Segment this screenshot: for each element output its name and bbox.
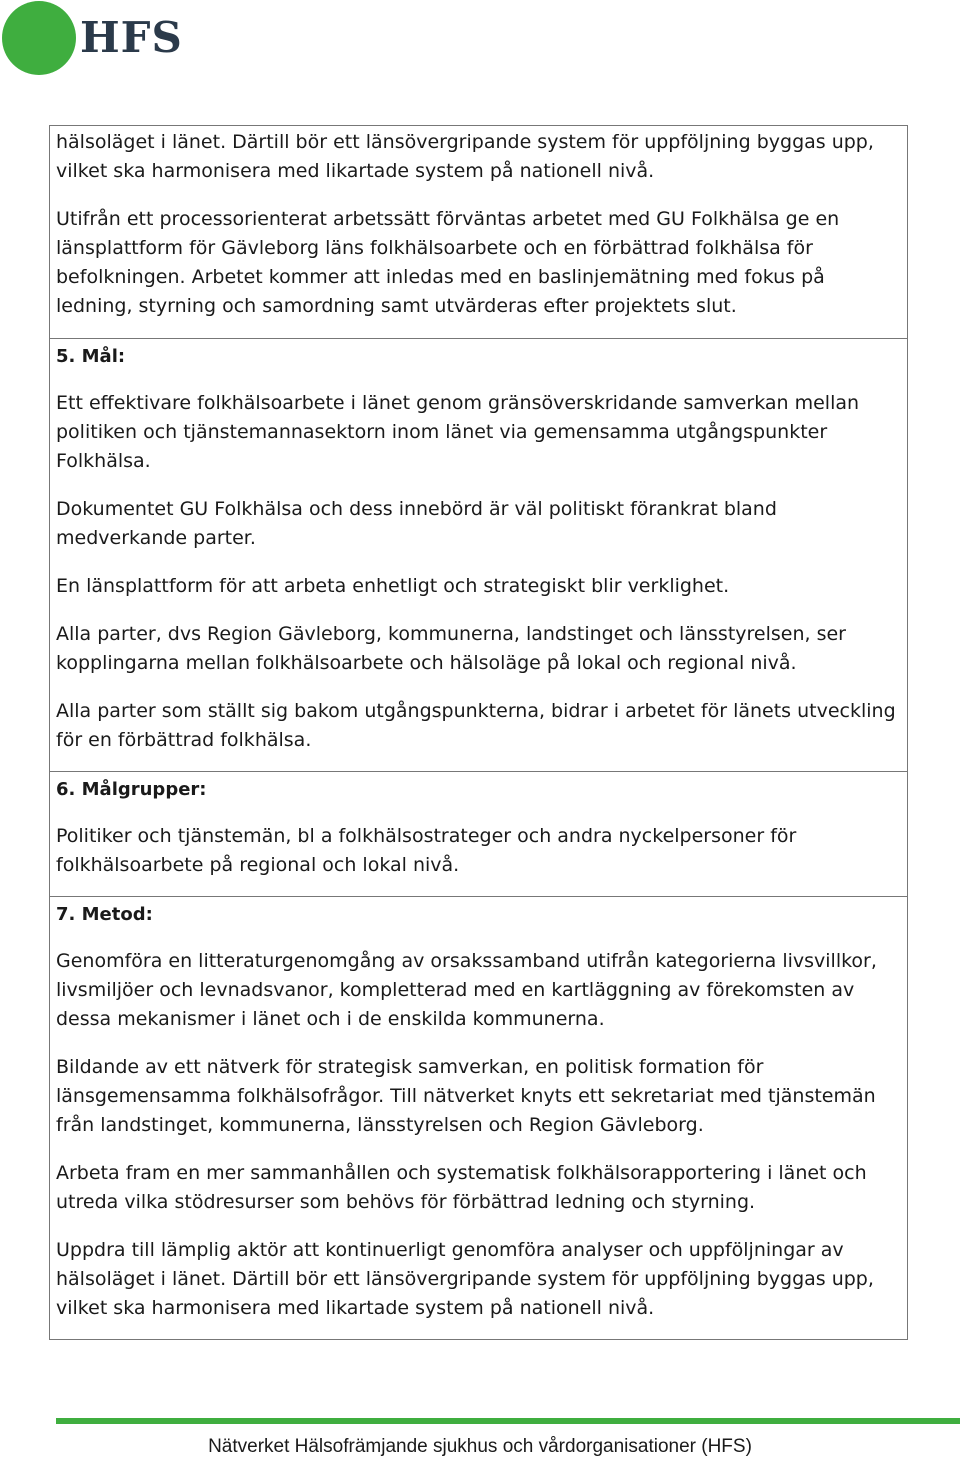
logo-circle-icon [2,1,76,75]
metod-cell [50,897,908,1340]
malgrupper-heading: 6. Målgrupper: [56,779,207,800]
mal-cell [50,339,908,772]
metod-heading: 7. Metod: [56,904,153,925]
malgrupper-cell [50,772,908,897]
footer-text [0,1436,960,1458]
mal-paragraph-1: Ett effektivare folkhälsoarbete i länet genom gränsöverskridande samverkan mellan politiken och tjänstemannasektorn inom länet via gemensamma utgångspunkter Folkhälsa. [56,392,860,472]
mal-paragraph-2: Dokumentet GU Folkhälsa och dess innebörd är väl politiskt förankrat bland medverkande parter. [56,498,777,549]
metod-paragraph-2: Bildande av ett nätverk för strategisk samverkan, en politisk formation för länsgemensamma folkhälsofrågor. Till nätverket knyts ett sekretariat med tjänstemän från landstinget, kommunerna, länsstyrelsen och Region Gävleborg. [56,1056,876,1136]
footer-divider [56,1418,960,1424]
mal-heading: 5. Mål: [56,346,126,367]
metod-paragraph-3: Arbeta fram en mer sammanhållen och systematisk folkhälsorapportering i länet och utreda vilka stödresurser som behövs för förbättrad ledning och styrning. [56,1162,867,1213]
logo-text: HFS [80,13,183,62]
intro-cell [50,126,908,339]
intro-paragraph-1: hälsoläget i länet. Därtill bör ett länsövergripande system för uppföljning byggas upp, vilket ska harmonisera med likartade system på nationell nivå. [56,130,874,182]
mal-paragraph-4: Alla parter, dvs Region Gävleborg, kommunerna, landstinget och länsstyrelsen, ser kopplingarna mellan folkhälsoarbete och hälsoläge på lokal och regional nivå. [56,623,846,674]
content-table [49,125,908,1340]
hfs-logo [2,0,183,76]
footer-label: Nätverket Hälsofrämjande sjukhus och vårdorganisationer (HFS) [208,1436,752,1457]
mal-paragraph-5: Alla parter som ställt sig bakom utgångspunkterna, bidrar i arbetet för länets utveckling för en förbättrad folkhälsa. [56,700,896,751]
mal-paragraph-3: En länsplattform för att arbeta enhetligt och strategiskt blir verklighet. [56,575,730,597]
malgrupper-paragraph-1: Politiker och tjänstemän, bl a folkhälsostrateger och andra nyckelpersoner för folkhälsoarbete på regional och lokal nivå. [56,825,797,876]
intro-paragraph-2: Utifrån ett processorienterat arbetssätt förväntas arbetet med GU Folkhälsa ge en länsplattform för Gävleborg läns folkhälsoarbete och en förbättrad folkhälsa för befolkningen. Arbetet kommer att inledas med en baslinjemätning med fokus på ledning, styrning och samordning samt utvärderas efter projektets slut. [56,207,840,317]
metod-paragraph-1: Genomföra en litteraturgenomgång av orsakssamband utifrån kategorierna livsvillkor, livsmiljöer och levnadsvanor, kompletterad med en kartläggning av förekomsten av dessa mekanismer i länet och i de enskilda kommunerna. [56,950,877,1030]
metod-paragraph-4: Uppdra till lämplig aktör att kontinuerligt genomföra analyser och uppföljningar av hälsoläget i länet. Därtill bör ett länsövergripande system för uppföljning byggas upp, vilket ska harmonisera med likartade system på nationell nivå. [56,1239,874,1319]
